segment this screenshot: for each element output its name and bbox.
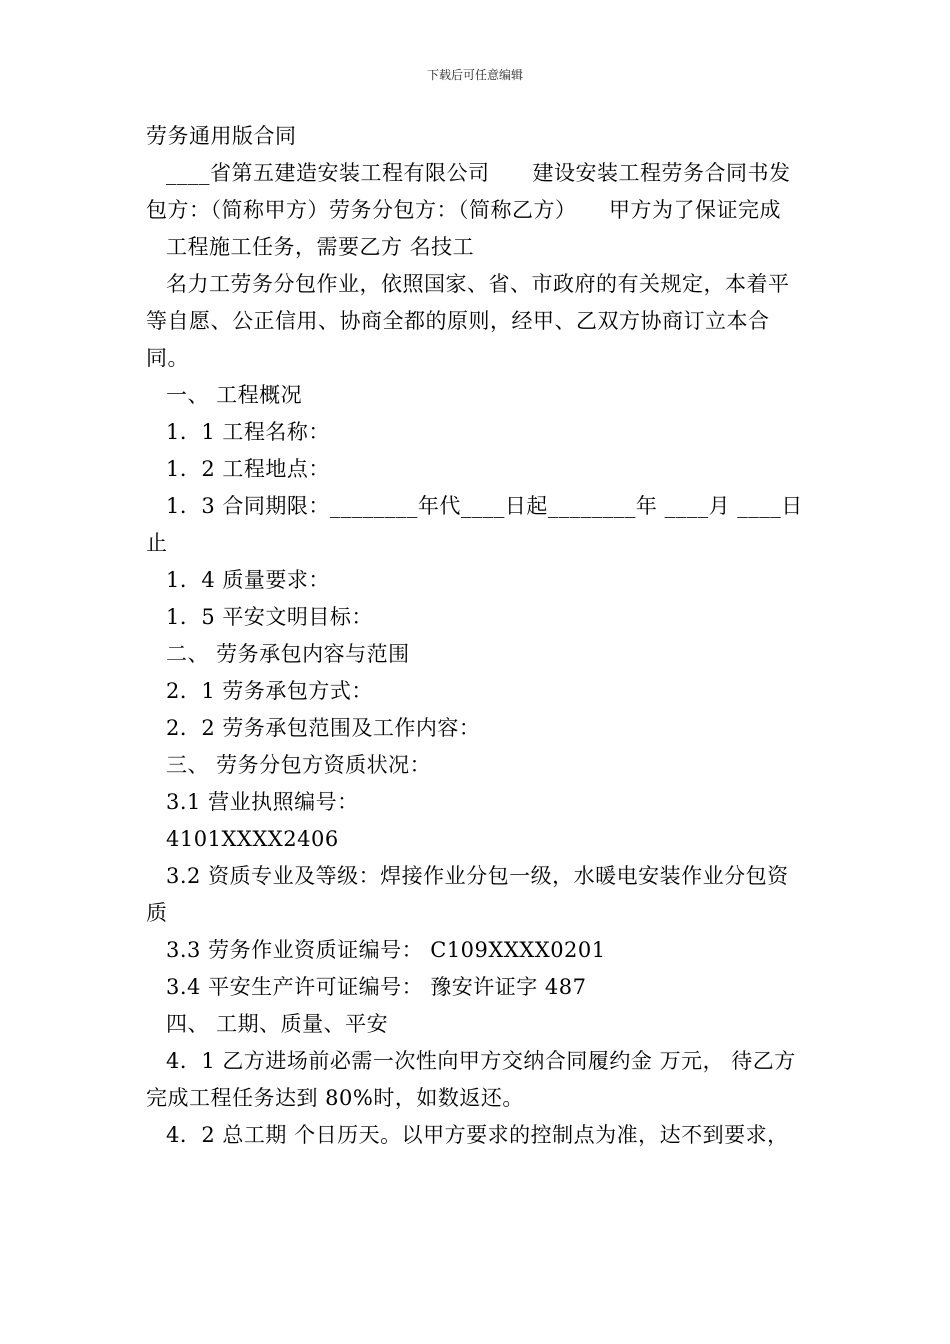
paragraph: 4．1 乙方进场前必需一次性向甲方交纳合同履约金 万元， 待乙方完成工程任务达到 80%时，如数返还。 bbox=[146, 1049, 796, 1110]
paragraph: 3.2 资质专业及等级：焊接作业分包一级，水暖电安装作业分包资质 bbox=[146, 864, 789, 925]
paragraph: 2．2 劳务承包范围及工作内容： bbox=[166, 716, 481, 740]
paragraph: 4101XXXX2406 bbox=[166, 827, 339, 851]
paragraph: 2．1 劳务承包方式： bbox=[166, 679, 373, 703]
paragraph: 四、 工期、质量、平安 bbox=[166, 1012, 389, 1036]
paragraph: 4．2 总工期 个日历天。以甲方要求的控制点为准，达不到要求， bbox=[166, 1123, 789, 1147]
paragraph: 3.3 劳务作业资质证编号： C109XXXX0201 bbox=[166, 938, 606, 962]
paragraph: ____省第五建造安装工程有限公司 建设安装工程劳务合同书发包方：（简称甲方）劳务分包方：（简称乙方） 甲方为了保证完成 bbox=[146, 161, 791, 222]
paragraph: 1．2 工程地点： bbox=[166, 457, 330, 481]
paragraph: 3.4 平安生产许可证编号： 豫安许证字 487 bbox=[166, 975, 587, 999]
paragraph: 一、 工程概况 bbox=[166, 383, 303, 407]
paragraph: 3.1 营业执照编号： bbox=[166, 790, 359, 814]
page-header: 下载后可任意编辑 bbox=[426, 68, 523, 82]
paragraph: 1．4 质量要求： bbox=[166, 568, 330, 592]
paragraph: 三、 劳务分包方资质状况： bbox=[166, 753, 432, 777]
paragraph: 工程施工任务，需要乙方 名技工 bbox=[166, 235, 475, 259]
paragraph: 1．5 平安文明目标： bbox=[166, 605, 373, 629]
paragraph: 名力工劳务分包作业，依照国家、省、市政府的有关规定，本着平等自愿、公正信用、协商全都的原则，经甲、乙双方协商订立本合同。 bbox=[146, 272, 790, 370]
document-body bbox=[146, 118, 806, 1154]
paragraph: 二、 劳务承包内容与范围 bbox=[166, 642, 410, 666]
paragraph: 劳务通用版合同 bbox=[146, 124, 297, 148]
paragraph: 1．3 合同期限：________年代____日起________年 ____月 ____日止 bbox=[146, 494, 803, 555]
paragraph: 1．1 工程名称： bbox=[166, 420, 330, 444]
